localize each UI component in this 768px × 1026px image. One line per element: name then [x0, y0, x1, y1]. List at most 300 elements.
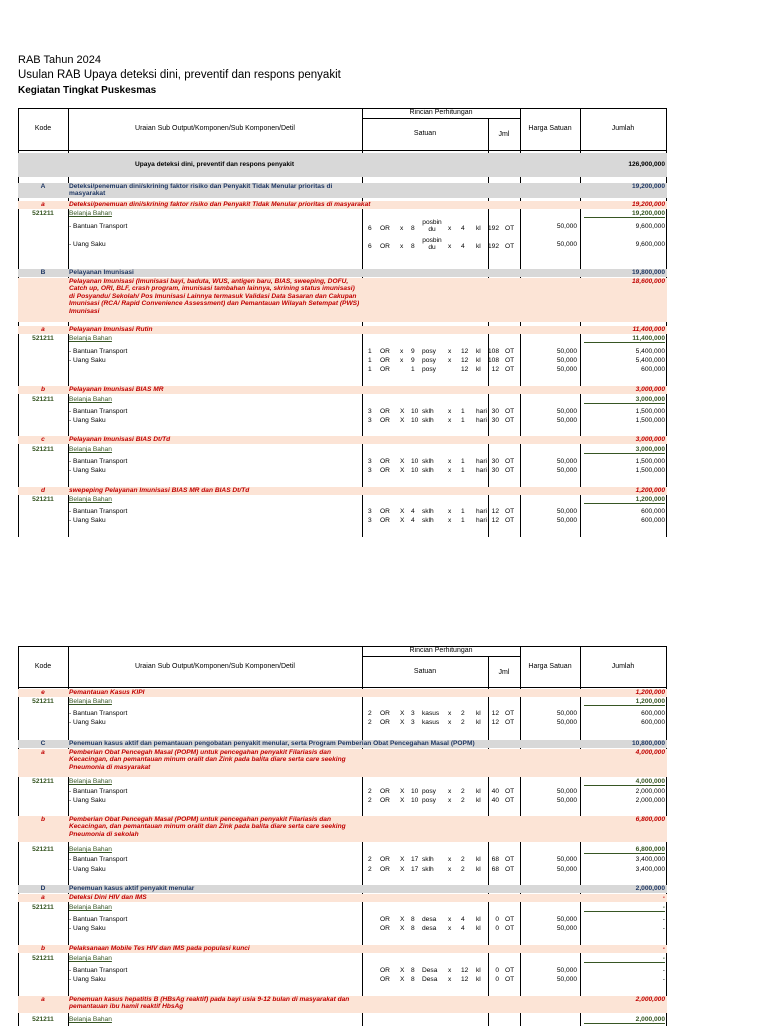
calc-term: 8: [411, 925, 415, 932]
row-total: 2,000,000: [584, 1016, 665, 1024]
qty-unit: OT: [505, 866, 515, 873]
calc-term: X: [400, 458, 405, 465]
calc-term: 17: [411, 856, 419, 863]
calc-term: x: [400, 348, 404, 355]
row-total: 2,000,000: [635, 885, 665, 892]
calc-term: 1: [461, 417, 465, 424]
qty-unit: OT: [505, 357, 515, 364]
unit-price: 50,000: [556, 925, 577, 932]
table-row: [18, 386, 667, 394]
calc-term: hari: [476, 458, 487, 465]
table-row: [18, 458, 667, 467]
row-code: 521211: [32, 496, 54, 503]
qty-value: 30: [491, 408, 499, 415]
row-description: Deteksi/penemuan dini/skrining faktor risiko dan Penyakit Tidak Menular prioritas di masyarakat: [69, 201, 371, 208]
row-description: - Bantuan Transport: [69, 967, 128, 974]
calc-term: X: [400, 517, 405, 524]
calc-term: x: [448, 967, 452, 974]
calc-term: 10: [411, 467, 419, 474]
calc-term: OR: [380, 243, 390, 250]
calc-term: 1: [411, 366, 415, 373]
row-total: 600,000: [641, 508, 665, 515]
row-description: Belanja Bahan: [69, 955, 112, 962]
qty-unit: OT: [505, 710, 515, 717]
row-code: D: [40, 885, 46, 892]
row-total: 600,000: [641, 517, 665, 524]
row-total: -: [584, 955, 665, 963]
row-total: 18,600,000: [631, 278, 665, 285]
calc-term: 3: [411, 710, 415, 717]
row-code: a: [41, 201, 45, 208]
row-description: - Bantuan Transport: [69, 348, 128, 355]
calc-term: OR: [380, 357, 390, 364]
row-total: -: [662, 945, 665, 952]
calc-term: OR: [380, 719, 390, 726]
unit-price: 50,000: [556, 916, 577, 923]
row-total: 1,500,000: [635, 417, 665, 424]
qty-unit: OT: [505, 508, 515, 515]
qty-unit: OT: [505, 348, 515, 355]
qty-unit: OT: [505, 797, 515, 804]
row-total: -: [662, 894, 665, 901]
calc-term: 2: [461, 856, 465, 863]
page-title: RAB Tahun 2024: [18, 54, 101, 66]
calc-term: x: [448, 243, 452, 250]
calc-term: 9: [411, 348, 415, 355]
row-code: a: [41, 894, 45, 901]
qty-unit: OT: [505, 458, 515, 465]
table-row: [18, 237, 667, 259]
row-description: - Uang Saku: [69, 866, 106, 873]
row-total: 3,000,000: [635, 386, 665, 393]
qty-value: 30: [491, 417, 499, 424]
row-code: a: [41, 749, 45, 756]
calc-term: x: [448, 916, 452, 923]
table-row: [18, 269, 667, 277]
calc-term: kl: [476, 719, 481, 726]
row-code: e: [41, 689, 45, 696]
row-code: a: [41, 326, 45, 333]
calc-term: x: [448, 976, 452, 983]
calc-term: posy: [422, 357, 436, 364]
row-total: 11,400,000: [632, 326, 665, 333]
row-description: Belanja Bahan: [69, 904, 112, 911]
calc-term: x: [448, 719, 452, 726]
col-harga-satuan: Harga Satuan: [528, 125, 572, 132]
calc-term: 6: [368, 243, 372, 250]
table-row: [18, 885, 667, 893]
calc-term: x: [448, 866, 452, 873]
calc-term: 10: [411, 788, 419, 795]
table-row: [18, 719, 667, 728]
qty-value: 12: [491, 366, 499, 373]
row-code: b: [40, 945, 46, 952]
qty-value: 12: [491, 517, 499, 524]
col-kode: Kode: [34, 125, 52, 132]
col-satuan: Satuan: [413, 668, 437, 675]
col-rincian: Rincian Perhitungan: [409, 647, 473, 654]
calc-term: kl: [476, 976, 481, 983]
calc-term: x: [448, 788, 452, 795]
qty-unit: OT: [505, 925, 515, 932]
table-row: [18, 778, 667, 786]
table-row: [18, 797, 667, 806]
calc-term: posy: [422, 366, 436, 373]
calc-term: X: [400, 508, 405, 515]
row-description: Belanja Bahan: [69, 210, 112, 217]
calc-term: X: [400, 916, 405, 923]
calc-term: kasus: [422, 719, 440, 726]
row-code: 521211: [32, 955, 54, 962]
calc-term: 1: [461, 467, 465, 474]
row-total: -: [662, 976, 665, 983]
row-description: Penemuan kasus aktif dan pemantauan pengobatan penyakit menular, serta Program Pemberian Obat Pencegahan Masal (POPM): [69, 740, 475, 747]
calc-term: 6: [368, 225, 372, 232]
row-total: -: [662, 967, 665, 974]
row-description: Belanja Bahan: [69, 396, 112, 403]
row-description: Pelayanan Imunisasi: [69, 269, 134, 276]
row-description: Pemberian Obat Pencegah Masal (POPM) untuk pencegahan penyakit Filariasis dan Kecacingan, dan pemantauan minum oralit dan Zink pada balita diare serta care seeking Pneumonia di masyarakat: [69, 749, 346, 771]
calc-term: kl: [476, 225, 481, 232]
calc-term: x: [448, 417, 452, 424]
qty-unit: OT: [505, 467, 515, 474]
row-description: - Uang Saku: [69, 517, 106, 524]
calc-term: 8: [411, 967, 415, 974]
row-description: swepeping Pelayanan Imunisasi BIAS MR dan BIAS Dt/Td: [69, 487, 250, 494]
row-total: -: [662, 925, 665, 932]
unit-price: 50,000: [556, 517, 577, 524]
table-row: [18, 816, 667, 842]
calc-term: sklh: [422, 417, 434, 424]
row-total: 600,000: [641, 366, 665, 373]
row-total: -: [584, 904, 665, 912]
calc-term: x: [448, 508, 452, 515]
row-description: - Uang Saku: [69, 925, 106, 932]
row-total: 1,500,000: [635, 458, 665, 465]
unit-price: 50,000: [556, 967, 577, 974]
calc-term: X: [400, 797, 405, 804]
unit-price: 50,000: [556, 241, 577, 248]
calc-term: hari: [476, 467, 487, 474]
calc-term: 2: [461, 710, 465, 717]
row-total: 19,200,000: [631, 201, 665, 208]
row-total: 2,000,000: [635, 996, 665, 1003]
calc-term: OR: [380, 788, 390, 795]
qty-unit: OT: [505, 408, 515, 415]
col-satuan: Satuan: [413, 130, 437, 137]
calc-term: 1: [461, 508, 465, 515]
unit-price: 50,000: [556, 458, 577, 465]
calc-term: 8: [411, 225, 415, 232]
calc-term: OR: [380, 976, 390, 983]
row-total: 10,800,000: [631, 740, 665, 747]
row-description: - Uang Saku: [69, 976, 106, 983]
unit-price: 50,000: [556, 366, 577, 373]
unit-price: 50,000: [556, 417, 577, 424]
calc-term: 10: [411, 458, 419, 465]
row-total: 1,500,000: [635, 467, 665, 474]
calc-term: OR: [380, 967, 390, 974]
table-row: [18, 967, 667, 976]
unit-price: 50,000: [556, 508, 577, 515]
row-total: 5,400,000: [635, 357, 665, 364]
table-row: [18, 945, 667, 953]
calc-term: sklh: [422, 408, 434, 415]
calc-term: hari: [476, 517, 487, 524]
col-rincian: Rincian Perhitungan: [409, 109, 473, 116]
calc-term: 2: [368, 719, 372, 726]
row-total: 3,000,000: [584, 446, 665, 454]
row-description: Deteksi Dini HIV dan IMS: [69, 894, 147, 901]
qty-value: 108: [487, 348, 499, 355]
row-total: 3,400,000: [635, 866, 665, 873]
row-description: Penemuan kasus hepatitis B (HBsAg reaktif) pada bayi usia 9-12 bulan di masyarakat dan pemantauan ibu hamil reaktif HbsAg: [69, 996, 350, 1011]
table-row: [18, 496, 667, 504]
calc-term: 3: [368, 508, 372, 515]
qty-unit: OT: [505, 976, 515, 983]
row-description: - Uang Saku: [69, 797, 106, 804]
row-total: 1,200,000: [635, 689, 665, 696]
qty-value: 40: [491, 788, 499, 795]
unit-price: 50,000: [556, 797, 577, 804]
calc-term: X: [400, 925, 405, 932]
table-row: [18, 210, 667, 218]
calc-term: 3: [368, 417, 372, 424]
calc-term: X: [400, 710, 405, 717]
calc-term: x: [448, 710, 452, 717]
calc-term: 2: [368, 788, 372, 795]
table-row: [18, 916, 667, 925]
page-subtitle: Usulan RAB Upaya deteksi dini, preventif dan respons penyakit: [18, 69, 341, 81]
row-total: 3,400,000: [635, 856, 665, 863]
calc-term: 2: [461, 797, 465, 804]
table-row: [18, 976, 667, 985]
calc-term: posbin du: [422, 219, 442, 233]
table-row: [18, 396, 667, 404]
calc-term: 10: [411, 408, 419, 415]
col-jml: Jml: [498, 669, 510, 676]
calc-term: OR: [380, 856, 390, 863]
calc-term: 3: [368, 517, 372, 524]
row-description: Belanja Bahan: [69, 1016, 112, 1023]
row-total: 2,000,000: [635, 788, 665, 795]
calc-term: kl: [476, 366, 481, 373]
row-description: - Uang Saku: [69, 467, 106, 474]
col-jumlah: Jumlah: [611, 125, 635, 132]
calc-term: 1: [461, 517, 465, 524]
row-code: 521211: [32, 1016, 54, 1023]
table-row: [18, 846, 667, 854]
calc-term: X: [400, 467, 405, 474]
table-row: [18, 153, 667, 177]
calc-term: 2: [461, 866, 465, 873]
row-description: - Bantuan Transport: [69, 408, 128, 415]
qty-value: 12: [491, 710, 499, 717]
qty-value: 192: [487, 243, 499, 250]
table-row: [18, 925, 667, 934]
calc-term: x: [448, 856, 452, 863]
qty-value: 0: [495, 967, 499, 974]
row-total: 126,900,000: [628, 161, 665, 168]
calc-term: sklh: [422, 517, 434, 524]
calc-term: hari: [476, 417, 487, 424]
col-harga-satuan: Harga Satuan: [528, 663, 572, 670]
row-total: 1,200,000: [584, 496, 665, 504]
calc-term: 1: [368, 357, 372, 364]
budget-table-page-1: [18, 108, 667, 537]
calc-term: 3: [411, 719, 415, 726]
unit-price: 50,000: [556, 357, 577, 364]
col-uraian: Uraian Sub Output/Komponen/Sub Komponen/Detil: [135, 125, 295, 132]
row-code: 521211: [32, 846, 54, 853]
table-row: [18, 436, 667, 444]
row-total: 600,000: [641, 710, 665, 717]
table-row: [18, 698, 667, 706]
calc-term: 4: [411, 517, 415, 524]
calc-term: sklh: [422, 508, 434, 515]
table-row: [18, 689, 667, 697]
calc-term: OR: [380, 517, 390, 524]
table-row: [18, 446, 667, 454]
calc-term: hari: [476, 408, 487, 415]
row-code: A: [40, 183, 46, 190]
row-description: Pelayanan Imunisasi BIAS MR: [69, 386, 164, 393]
calc-term: 10: [411, 417, 419, 424]
row-description: Belanja Bahan: [69, 446, 112, 453]
calc-term: X: [400, 408, 405, 415]
row-total: 9,600,000: [635, 223, 665, 230]
table-row: [18, 740, 667, 748]
row-code: b: [40, 816, 46, 823]
table-row: [18, 326, 667, 334]
qty-value: 192: [487, 225, 499, 232]
table-row: [18, 508, 667, 517]
calc-term: kl: [476, 916, 481, 923]
qty-unit: OT: [505, 366, 515, 373]
row-total: 6,800,000: [584, 846, 665, 854]
calc-term: x: [448, 925, 452, 932]
row-code: B: [40, 269, 46, 276]
table-row: [18, 366, 667, 375]
qty-unit: OT: [505, 856, 515, 863]
row-code: 521211: [32, 904, 54, 911]
table-row: [18, 996, 667, 1013]
row-description: - Uang Saku: [69, 357, 106, 364]
calc-term: posy: [422, 348, 436, 355]
calc-term: OR: [380, 797, 390, 804]
unit-price: 50,000: [556, 710, 577, 717]
calc-term: OR: [380, 417, 390, 424]
budget-table-page-2: [18, 646, 667, 1026]
qty-unit: OT: [505, 719, 515, 726]
table-row: [18, 788, 667, 797]
calc-term: 4: [461, 925, 465, 932]
calc-term: X: [400, 866, 405, 873]
row-total: 19,200,000: [631, 183, 665, 190]
row-description: Deteksi/penemuan dini/skrining faktor risiko dan Penyakit Tidak Menular prioritas di masyarakat: [69, 183, 333, 198]
calc-term: 12: [461, 348, 469, 355]
col-kode: Kode: [34, 663, 52, 670]
unit-price: 50,000: [556, 866, 577, 873]
table-row: [18, 894, 667, 902]
col-jml: Jml: [498, 131, 510, 138]
unit-price: 50,000: [556, 856, 577, 863]
calc-term: hari: [476, 508, 487, 515]
calc-term: 2: [368, 710, 372, 717]
row-description: Pelaksanaan Mobile Tes HIV dan IMS pada populasi kunci: [69, 945, 250, 952]
calc-term: OR: [380, 467, 390, 474]
row-description: Belanja Bahan: [69, 335, 112, 342]
qty-value: 40: [491, 797, 499, 804]
calc-term: posy: [422, 788, 436, 795]
calc-term: 12: [461, 976, 469, 983]
qty-unit: OT: [505, 916, 515, 923]
table-row: [18, 749, 667, 777]
calc-term: desa: [422, 925, 437, 932]
calc-term: 3: [368, 458, 372, 465]
unit-price: 50,000: [556, 223, 577, 230]
calc-term: 8: [411, 976, 415, 983]
calc-term: 1: [461, 408, 465, 415]
table-row: [18, 417, 667, 426]
row-total: 19,800,000: [631, 269, 665, 276]
qty-value: 68: [491, 866, 499, 873]
row-code: d: [40, 487, 46, 494]
row-description: Penemuan kasus aktif penyakit menular: [69, 885, 195, 892]
calc-term: x: [400, 225, 404, 232]
calc-term: 3: [368, 467, 372, 474]
row-description: Pelayanan Imunisasi (Imunisasi bayi, baduta, WUS, antigen baru, BIAS, sweeping, DOFU, Catch up, ORI, BLF, crash program, imunisasi tambahan lainnya, skrining status imunisasi) di Posyandu/ Sekolah/ Pos Imunisasi Lainnya termasuk Validasi Data Sasaran dan Cakupan Imunisasi (RCA/ Rapid Convenience Assessment) dan Pemantauan Wilayah Setempat (PWS) Imunisasi: [69, 278, 360, 315]
calc-term: kl: [476, 348, 481, 355]
table-row: [18, 955, 667, 963]
row-total: 4,000,000: [584, 778, 665, 786]
calc-term: x: [448, 348, 452, 355]
row-description: - Uang Saku: [69, 719, 106, 726]
unit-price: 50,000: [556, 408, 577, 415]
calc-term: 12: [461, 357, 469, 364]
calc-term: X: [400, 788, 405, 795]
rows-page-2: [18, 646, 667, 1026]
calc-term: x: [448, 408, 452, 415]
calc-term: 8: [411, 243, 415, 250]
calc-term: x: [448, 517, 452, 524]
rows-page-1: [18, 108, 667, 537]
row-description: - Bantuan Transport: [69, 223, 128, 230]
row-code: 521211: [32, 335, 54, 342]
calc-term: kasus: [422, 710, 440, 717]
calc-term: 10: [411, 797, 419, 804]
row-total: -: [662, 916, 665, 923]
calc-term: x: [400, 243, 404, 250]
calc-term: x: [448, 357, 452, 364]
calc-term: OR: [380, 508, 390, 515]
col-uraian: Uraian Sub Output/Komponen/Sub Komponen/Detil: [135, 663, 295, 670]
calc-term: kl: [476, 967, 481, 974]
qty-value: 108: [487, 357, 499, 364]
table-row: [18, 278, 667, 322]
qty-value: 30: [491, 458, 499, 465]
row-description: - Bantuan Transport: [69, 856, 128, 863]
row-total: 6,800,000: [635, 816, 665, 823]
calc-term: 2: [461, 719, 465, 726]
calc-term: OR: [380, 916, 390, 923]
table-row: [18, 1016, 667, 1024]
calc-term: X: [400, 417, 405, 424]
row-total: 3,000,000: [635, 436, 665, 443]
calc-term: X: [400, 719, 405, 726]
calc-term: sklh: [422, 866, 434, 873]
row-description: Belanja Bahan: [69, 698, 112, 705]
